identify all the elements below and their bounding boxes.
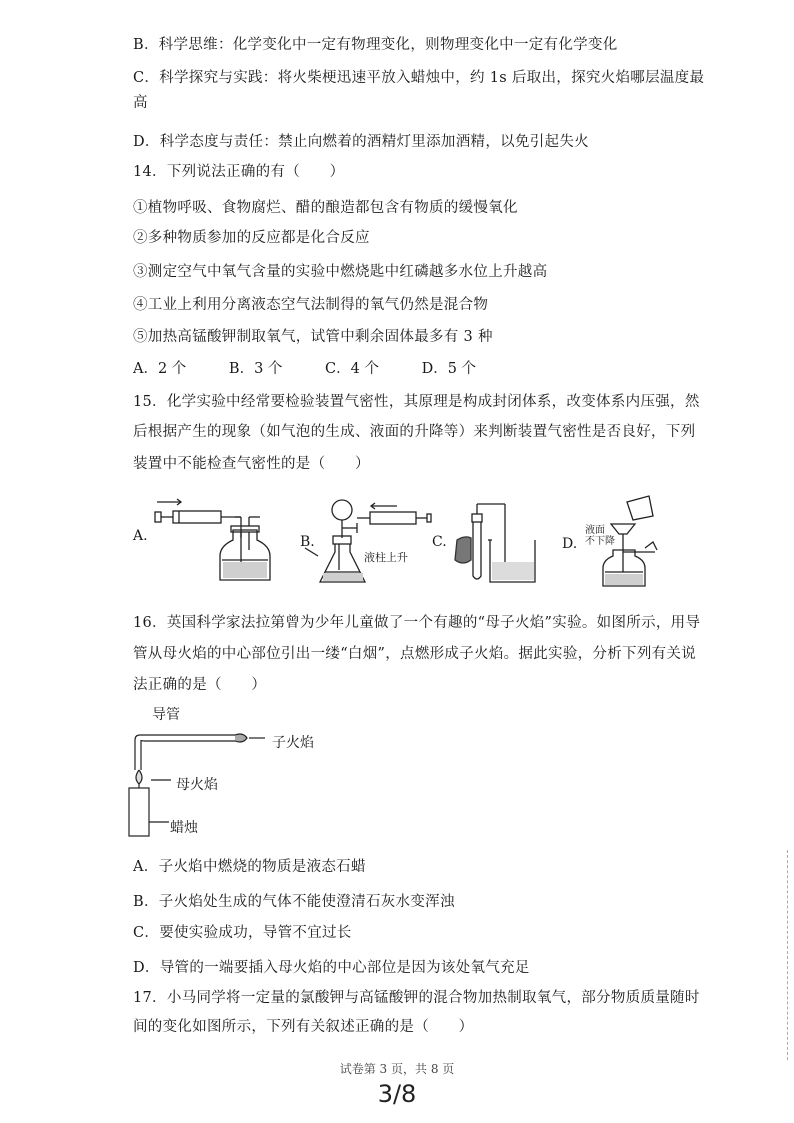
q15-line2: 后根据产生的现象（如气泡的生成、液面的升降等）来判断装置气密性是否良好，下列 [133,424,696,440]
q16-line3: 法正确的是（ ） [133,677,267,693]
page-number: 3/8 [377,1080,417,1108]
q15-level-label-1: 液面 [585,525,605,536]
q16-fig-candle-label: 蜡烛 [170,820,198,836]
q17-line1: 17．小马同学将一定量的氯酸钾与高锰酸钾的混合物加热制取氧气，部分物质质量随时 [133,990,700,1006]
q16-option-a: A．子火焰中燃烧的物质是液态石蜡 [133,859,366,875]
q14-item-3: ③测定空气中氧气含量的实验中燃烧匙中红磷越多水位上升越高 [133,264,548,280]
q15-apparatus-b [305,500,431,582]
q15-fig-label-a: A. [133,528,148,544]
q16-option-d: D．导管的一端要插入母火焰的中心部位是因为该处氧气充足 [133,960,530,976]
q15-fig-label-c: C. [432,534,447,550]
q16-fig-child-flame-label: 子火焰 [272,735,314,751]
q16-option-b: B．子火焰处生成的气体不能使澄清石灰水变浑浊 [133,894,455,910]
q17-line2: 间的变化如图所示，下列有关叙述正确的是（ ） [133,1019,474,1035]
q16-fig-tube-label: 导管 [152,707,180,723]
q15-line1: 15．化学实验中经常要检验装置气密性，其原理是构成封闭体系，改变体系内压强，然 [133,394,700,410]
q13-option-c-line1: C．科学探究与实践：将火柴梗迅速平放入蜡烛中，约 1s 后取出，探究火焰哪层温度最 [133,70,705,86]
q14-option-b: B．3 个 [228,361,283,377]
q16-fig-mother-flame-label: 母火焰 [176,777,218,793]
q13-option-b: B．科学思维：化学变化中一定有物理变化，则物理变化中一定有化学变化 [133,37,618,53]
q14-item-4: ④工业上利用分离液态空气法制得的氧气仍然是混合物 [133,297,489,313]
q14-item-1: ①植物呼吸、食物腐烂、醋的酿造都包含有物质的缓慢氧化 [133,200,518,216]
q15-level-label-2: 不下降 [585,536,615,547]
q15-fig-label-b: B. [300,534,315,550]
q16-option-c: C．要使实验成功，导管不宜过长 [133,925,352,941]
scan-edge [784,850,788,1060]
q15-fig-label-d: D. [562,536,578,552]
q15-apparatus-c [455,504,535,582]
q15-line3: 装置中不能检查气密性的是（ ） [133,456,370,472]
q14-item-5: ⑤加热高锰酸钾制取氧气，试管中剩余固体最多有 3 种 [133,329,493,345]
q13-option-d: D．科学态度与责任：禁止向燃着的酒精灯里添加酒精，以免引起失火 [133,134,589,150]
q15-apparatus-a [155,499,270,580]
q14-item-2: ②多种物质参加的反应都是化合反应 [133,230,370,246]
q14-option-c: C．4 个 [325,361,379,377]
q15-apparatus-figure [145,490,675,590]
q16-line1: 16．英国科学家法拉第曾为少年儿童做了一个有趣的“母子火焰”实验。如图所示，用导 [133,615,701,631]
q15-apparatus-d [603,496,657,586]
q14-stem: 14．下列说法正确的有（ ） [133,164,345,180]
q13-option-c-line2: 高 [133,95,148,111]
page-footer: 试卷第 3 页，共 8 页 [339,1062,455,1076]
q14-options [133,357,514,378]
q14-option-a: A．2 个 [133,361,187,377]
q15-liquid-rise-label: 液柱上升 [364,551,408,564]
q16-line2: 管从母火焰的中心部位引出一缕“白烟”，点燃形成子火焰。据此实验，分析下列有关说 [133,646,697,662]
q16-candle-figure [125,700,285,840]
q14-option-d: D．5 个 [421,361,477,377]
